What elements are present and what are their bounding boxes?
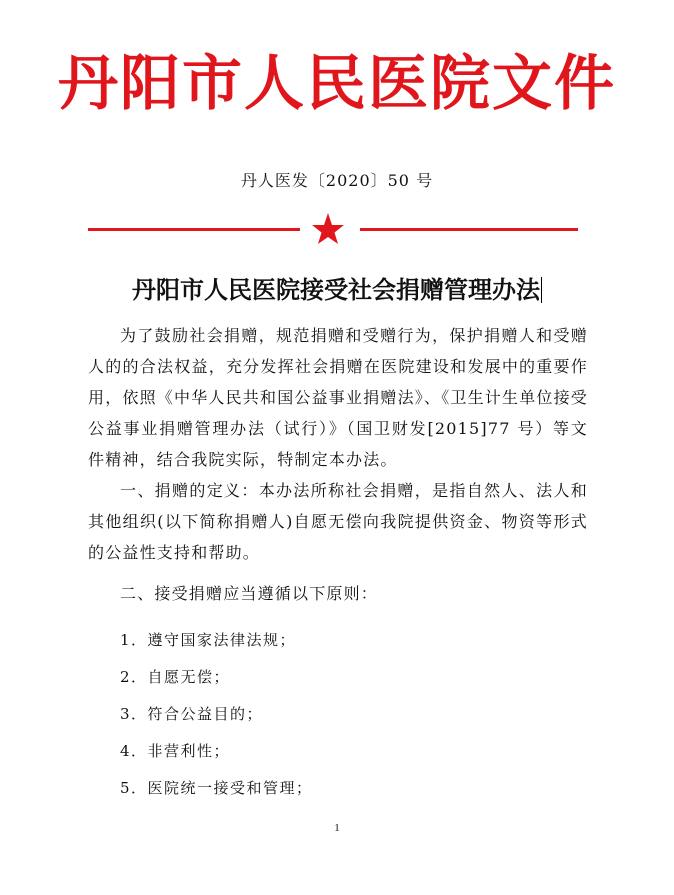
list-item: 4．非营利性； — [120, 742, 231, 760]
separator-line-left — [88, 228, 300, 231]
star-icon — [311, 212, 345, 246]
paragraph-principles-heading: 二、接受捐赠应当遵循以下原则： — [120, 584, 379, 603]
masthead-title: 丹阳市人民医院文件 — [58, 49, 616, 119]
document-number: 丹人医发〔2020〕50 号 — [240, 171, 434, 190]
paragraph-intro: 为了鼓励社会捐赠，规范捐赠和受赠行为，保护捐赠人和受赠人的的合法权益，充分发挥社会捐赠在医院建设和发展中的重要作用，依照《中华人民共和国公益事业捐赠法》、《卫生计生单位接受公益事业捐赠管理办法（试行）》（国卫财发[2015]77 号）等文件精神，结合我院实际，特制定本办法。 — [88, 326, 589, 469]
document-body — [88, 320, 588, 609]
text-cursor — [541, 277, 542, 303]
separator-line-right — [360, 228, 578, 231]
list-item: 5．医院统一接受和管理； — [120, 779, 313, 797]
paragraph-definition: 一、捐赠的定义：本办法所称社会捐赠，是指自然人、法人和其他组织(以下简称捐赠人)自愿无偿向我院提供资金、物资等形式的公益性支持和帮助。 — [88, 481, 588, 562]
document-title-text: 丹阳市人民医院接受社会捐赠管理办法 — [132, 275, 540, 304]
red-separator — [88, 212, 578, 246]
page-number: 1 — [334, 822, 340, 834]
list-item: 1．遵守国家法律法规； — [120, 631, 297, 649]
list-item: 3．符合公益目的； — [120, 705, 264, 723]
document-title[interactable] — [0, 270, 674, 305]
list-item: 2．自愿无偿； — [120, 668, 231, 686]
